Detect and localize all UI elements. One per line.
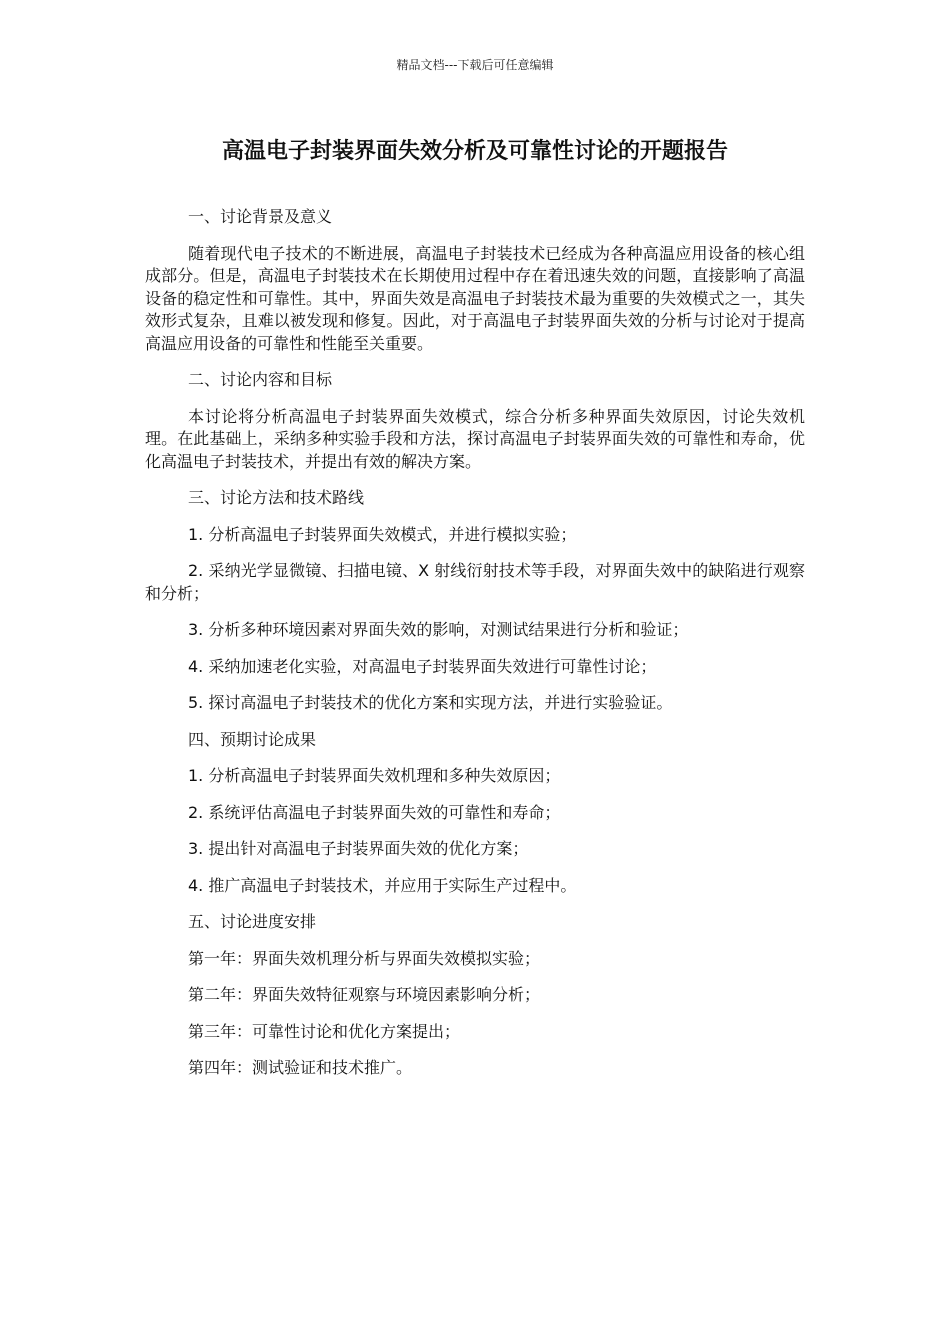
document-title: 高温电子封装界面失效分析及可靠性讨论的开题报告 bbox=[221, 139, 728, 164]
section-heading-schedule: 五、讨论进度安排 bbox=[188, 912, 317, 931]
list-item-schedule-3: 第三年：可靠性讨论和优化方案提出； bbox=[188, 1021, 461, 1041]
list-item-method-1: 1. 分析高温电子封装界面失效模式，并进行模拟实验； bbox=[188, 524, 577, 544]
list-item-result-4: 4. 推广高温电子封装技术，并应用于实际生产过程中。 bbox=[188, 875, 577, 895]
list-item-method-5: 5. 探讨高温电子封装技术的优化方案和实现方法，并进行实验验证。 bbox=[188, 693, 673, 712]
section-heading-expected-results: 四、预期讨论成果 bbox=[188, 729, 317, 749]
list-item-result-3: 3. 提出针对高温电子封装界面失效的优化方案； bbox=[188, 839, 529, 858]
list-item-result-2: 2. 系统评估高温电子封装界面失效的可靠性和寿命； bbox=[188, 802, 561, 822]
paragraph-content-goals: 本讨论将分析高温电子封装界面失效模式，综合分析多种界面失效原因，讨论失效机理。在此基础上，采纳多种实验手段和方法，探讨高温电子封装界面失效的可靠性和寿命，优化高温电子封装技术，并提出有效的解决方案。 bbox=[145, 406, 805, 471]
list-item-method-3: 3. 分析多种环境因素对界面失效的影响，对测试结果进行分析和验证； bbox=[188, 620, 689, 639]
header-note: 精品文档---下载后可任意编辑 bbox=[396, 58, 554, 72]
section-heading-content-goals: 二、讨论内容和目标 bbox=[188, 370, 333, 389]
paragraph-background: 随着现代电子技术的不断进展，高温电子封装技术已经成为各种高温应用设备的核心组成部分。但是，高温电子封装技术在长期使用过程中存在着迅速失效的问题，直接影响了高温设备的稳定性和可靠性。其中，界面失效是高温电子封装技术最为重要的失效模式之一，其失效形式复杂，且难以被发现和修复。因此，对于高温电子封装界面失效的分析与讨论对于提高高温应用设备的可靠性和性能至关重要。 bbox=[145, 243, 805, 353]
list-item-method-2: 2. 采纳光学显微镜、扫描电镜、X 射线衍射技术等手段，对界面失效中的缺陷进行观察和分析； bbox=[145, 561, 805, 603]
list-item-schedule-2: 第二年：界面失效特征观察与环境因素影响分析； bbox=[188, 985, 541, 1004]
list-item-result-1: 1. 分析高温电子封装界面失效机理和多种失效原因； bbox=[188, 766, 561, 785]
list-item-method-4: 4. 采纳加速老化实验，对高温电子封装界面失效进行可靠性讨论； bbox=[188, 656, 657, 676]
section-heading-methods: 三、讨论方法和技术路线 bbox=[188, 488, 365, 507]
section-heading-background: 一、讨论背景及意义 bbox=[188, 207, 333, 226]
list-item-schedule-1: 第一年：界面失效机理分析与界面失效模拟实验； bbox=[188, 948, 541, 968]
list-item-schedule-4: 第四年：测试验证和技术推广。 bbox=[188, 1058, 413, 1077]
document-body bbox=[145, 206, 805, 1094]
